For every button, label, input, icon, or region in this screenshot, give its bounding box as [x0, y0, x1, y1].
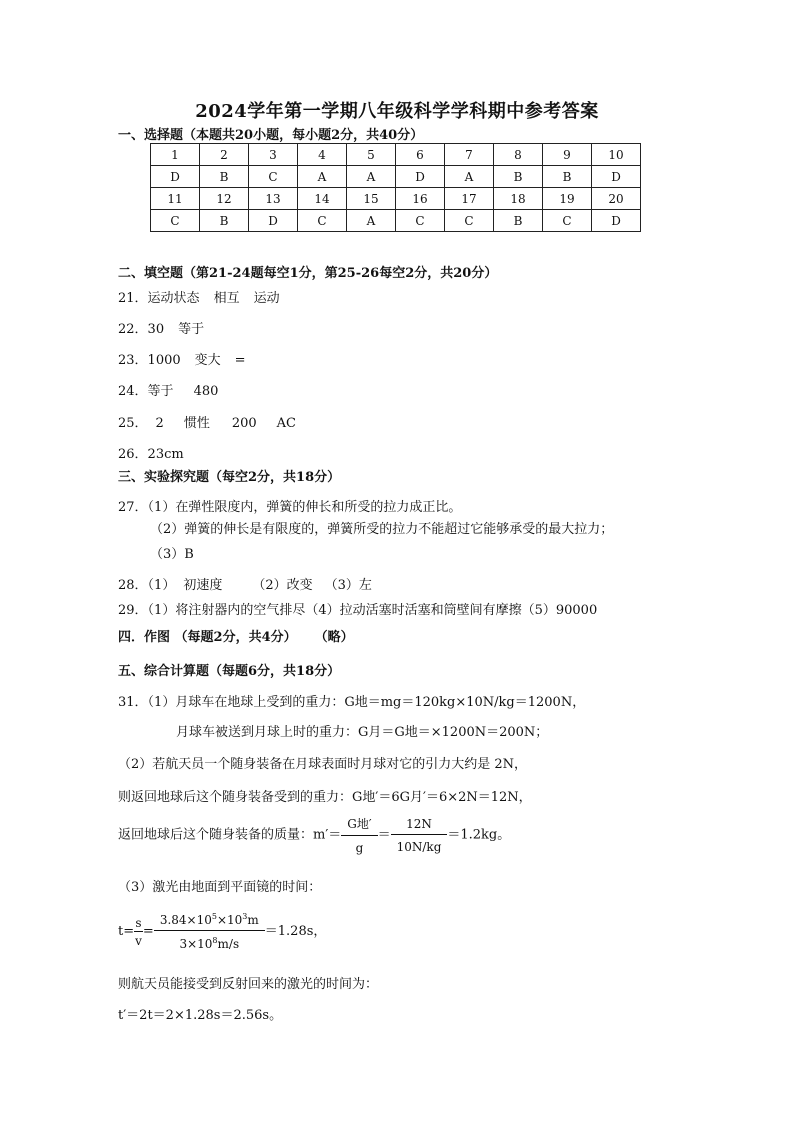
answer-table-cell: 15 — [347, 188, 396, 210]
answer-table-cell: B — [494, 210, 543, 232]
answer-table-cell: 5 — [347, 144, 396, 166]
answer-table-cell: B — [494, 166, 543, 188]
fraction-mass-values: $\frac{12N}{10N/kg}$ — [391, 817, 448, 854]
answer-29: 29．（1）将注射器内的空气排尽（4）拉动活塞时活塞和筒壁间有摩擦（5）90000 — [118, 603, 598, 618]
answer-24: 24．等于 480 — [118, 384, 219, 399]
answer-table-cell: A — [347, 166, 396, 188]
answer-table-cell: C — [445, 210, 494, 232]
answer-table-cell: 4 — [298, 144, 347, 166]
fraction-mass-formula: $\frac{\text{G地′}}{g}$ — [341, 815, 377, 855]
answer-28: 28．（1） 初速度 （2）改变 （3）左 — [118, 578, 372, 593]
page-title: 2024学年第一学期八年级科学学科期中参考答案 — [195, 101, 599, 122]
answer-table-cell: 9 — [543, 144, 592, 166]
fraction-s-over-v: $\frac{s}{v}$ — [135, 915, 142, 948]
answer-table-cell: D — [249, 210, 298, 232]
answer-table-cell: 17 — [445, 188, 494, 210]
calc-line-7: t= $\frac{s}{v}$ = $\frac{3.84\times 10^5\times 10^3m}{3\times 10^8m/s}$ ＝1.28s， — [118, 912, 327, 951]
answer-22: 22．30 等于 — [118, 322, 205, 337]
section4-heading: 四．作图 （每题2分，共4分） （略） — [118, 630, 354, 645]
answer-table-cell: C — [151, 210, 200, 232]
answer-table-cell: D — [396, 166, 445, 188]
answer-table-cell: 7 — [445, 144, 494, 166]
answer-table-cell: C — [396, 210, 445, 232]
answer-table-cell: B — [200, 166, 249, 188]
answer-table-cell: 11 — [151, 188, 200, 210]
answer-table-cell: B — [200, 210, 249, 232]
answer-table-row — [151, 210, 641, 232]
answer-25: 25． 2 惯性 200 AC — [118, 416, 297, 431]
answer-table-row — [151, 144, 641, 166]
answer-table-cell: 3 — [249, 144, 298, 166]
calc-line-8: 则航天员能接受到反射回来的激光的时间为： — [118, 977, 379, 992]
calc-line-2: 月球车被送到月球上时的重力：G月＝G地＝×1200N＝200N； — [176, 725, 549, 740]
answer-table-cell: 2 — [200, 144, 249, 166]
section5-heading: 五、综合计算题（每题6分，共18分） — [118, 664, 341, 679]
answer-table-cell: A — [347, 210, 396, 232]
answer-table-cell: C — [543, 210, 592, 232]
answer-27-3: （3）B — [150, 547, 194, 562]
answer-27-2: （2）弹簧的伸长是有限度的，弹簧所受的拉力不能超过它能够承受的最大拉力； — [150, 522, 614, 537]
fraction-time-values: $\frac{3.84\times 10^5\times 10^3m}{3\times 10^8m/s}$ — [154, 912, 265, 951]
answer-26: 26．23cm — [118, 447, 184, 462]
answer-table-cell: 19 — [543, 188, 592, 210]
answer-table-cell: A — [445, 166, 494, 188]
answer-table-cell: 13 — [249, 188, 298, 210]
answer-table-cell: B — [543, 166, 592, 188]
answer-table-cell: 1 — [151, 144, 200, 166]
section2-heading: 二、填空题（第21-24题每空1分，第25-26每空2分，共20分） — [118, 266, 498, 281]
answer-table-row — [151, 188, 641, 210]
section3-heading: 三、实验探究题（每空2分，共18分） — [118, 470, 341, 485]
answer-23: 23．1000 变大 = — [118, 353, 246, 368]
answer-table-cell: 6 — [396, 144, 445, 166]
answer-table-cell: 8 — [494, 144, 543, 166]
answer-table — [150, 143, 641, 232]
calc-line-4: 则返回地球后这个随身装备受到的重力：G地′＝6G月′＝6×2N＝12N， — [118, 790, 532, 805]
answer-table-cell: 20 — [592, 188, 641, 210]
answer-table-cell: 14 — [298, 188, 347, 210]
answer-table-row — [151, 166, 641, 188]
answer-table-cell: C — [249, 166, 298, 188]
answer-table-cell: C — [298, 210, 347, 232]
calc-line-5: 返回地球后这个随身装备的质量：m′＝ $\frac{\text{G地′}}{g}$ ＝ $\frac{12N}{10N/kg}$ ＝1.2kg。 — [118, 816, 511, 855]
calc-line-6: （3）激光由地面到平面镜的时间： — [118, 880, 322, 895]
answer-21: 21．运动状态 相互 运动 — [118, 291, 280, 306]
answer-table-cell: D — [592, 166, 641, 188]
answer-table-cell: 10 — [592, 144, 641, 166]
calc-line-9: t′＝2t＝2×1.28s＝2.56s。 — [118, 1008, 283, 1023]
answer-27-1: 27．（1）在弹性限度内，弹簧的伸长和所受的拉力成正比。 — [118, 500, 462, 515]
answer-table-cell: 12 — [200, 188, 249, 210]
answer-table-cell: 18 — [494, 188, 543, 210]
answer-table-cell: A — [298, 166, 347, 188]
answer-table-cell: D — [592, 210, 641, 232]
answer-table-cell: D — [151, 166, 200, 188]
calc-line-1: 31．（1）月球车在地球上受到的重力：G地＝mg＝120kg×10N/kg＝1200N， — [118, 695, 586, 710]
section1-heading: 一、选择题（本题共20小题，每小题2分，共40分） — [118, 128, 424, 143]
answer-table-cell: 16 — [396, 188, 445, 210]
calc-line-3: （2）若航天员一个随身装备在月球表面时月球对它的引力大约是 2N， — [118, 757, 528, 772]
